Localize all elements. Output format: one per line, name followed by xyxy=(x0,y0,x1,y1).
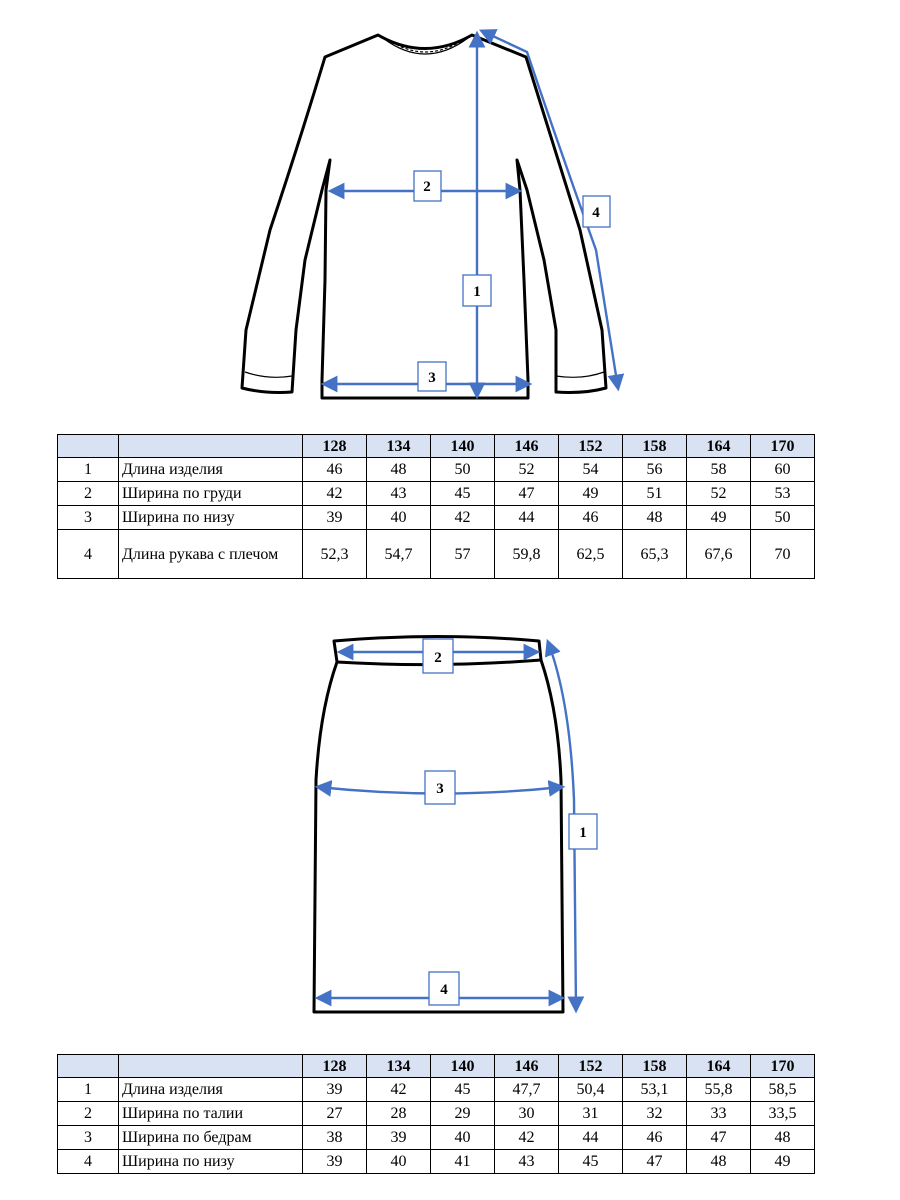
cell-value: 48 xyxy=(687,1150,751,1174)
row-name: Ширина по низу xyxy=(119,1150,303,1174)
cell-value: 53 xyxy=(751,482,815,506)
shirt-left-cuff xyxy=(245,372,292,377)
header-size: 134 xyxy=(367,1055,431,1078)
cell-value: 49 xyxy=(687,506,751,530)
skirt-diagram xyxy=(0,620,900,1040)
cell-value: 62,5 xyxy=(559,530,623,579)
cell-value: 30 xyxy=(495,1102,559,1126)
header-size: 134 xyxy=(367,435,431,458)
cell-value: 42 xyxy=(495,1126,559,1150)
cell-value: 32 xyxy=(623,1102,687,1126)
cell-value: 40 xyxy=(367,1150,431,1174)
cell-value: 51 xyxy=(623,482,687,506)
header-size: 128 xyxy=(303,435,367,458)
cell-value: 40 xyxy=(431,1126,495,1150)
cell-value: 41 xyxy=(431,1150,495,1174)
cell-value: 49 xyxy=(559,482,623,506)
header-size: 128 xyxy=(303,1055,367,1078)
cell-value: 42 xyxy=(303,482,367,506)
cell-value: 38 xyxy=(303,1126,367,1150)
svg-text:2: 2 xyxy=(434,650,442,666)
skirt-marker-2 xyxy=(423,639,453,673)
cell-value: 44 xyxy=(559,1126,623,1150)
cell-value: 52 xyxy=(687,482,751,506)
table-row xyxy=(58,1126,815,1150)
cell-value: 44 xyxy=(495,506,559,530)
shirt-marker-1 xyxy=(463,275,491,306)
header-size: 146 xyxy=(495,1055,559,1078)
cell-value: 54 xyxy=(559,458,623,482)
cell-value: 43 xyxy=(367,482,431,506)
cell-value: 53,1 xyxy=(623,1078,687,1102)
cell-value: 57 xyxy=(431,530,495,579)
shirt-right-cuff xyxy=(556,372,604,377)
row-name: Длина изделия xyxy=(119,458,303,482)
row-name: Ширина по бедрам xyxy=(119,1126,303,1150)
cell-value: 33,5 xyxy=(751,1102,815,1126)
shirt-size-table xyxy=(57,434,815,579)
cell-value: 52 xyxy=(495,458,559,482)
cell-value: 47,7 xyxy=(495,1078,559,1102)
cell-value: 65,3 xyxy=(623,530,687,579)
cell-value: 47 xyxy=(623,1150,687,1174)
header-size: 152 xyxy=(559,1055,623,1078)
header-size: 152 xyxy=(559,435,623,458)
cell-value: 31 xyxy=(559,1102,623,1126)
cell-value: 27 xyxy=(303,1102,367,1126)
cell-value: 47 xyxy=(687,1126,751,1150)
header-size: 164 xyxy=(687,435,751,458)
row-name: Длина рукава с плечом xyxy=(119,530,303,579)
svg-text:4: 4 xyxy=(440,982,448,998)
cell-value: 29 xyxy=(431,1102,495,1126)
cell-value: 50,4 xyxy=(559,1078,623,1102)
header-size: 170 xyxy=(751,435,815,458)
table-row xyxy=(58,506,815,530)
cell-value: 54,7 xyxy=(367,530,431,579)
cell-value: 48 xyxy=(751,1126,815,1150)
row-number: 4 xyxy=(58,1150,119,1174)
table-row xyxy=(58,1102,815,1126)
cell-value: 39 xyxy=(303,506,367,530)
cell-value: 46 xyxy=(303,458,367,482)
cell-value: 50 xyxy=(431,458,495,482)
shirt-diagram xyxy=(0,0,900,420)
table-header-row xyxy=(58,435,815,458)
header-num xyxy=(58,1055,119,1078)
row-number: 4 xyxy=(58,530,119,579)
cell-value: 40 xyxy=(367,506,431,530)
cell-value: 48 xyxy=(623,506,687,530)
shirt-marker-3 xyxy=(418,362,446,391)
cell-value: 52,3 xyxy=(303,530,367,579)
cell-value: 47 xyxy=(495,482,559,506)
cell-value: 39 xyxy=(303,1078,367,1102)
cell-value: 42 xyxy=(367,1078,431,1102)
header-name xyxy=(119,435,303,458)
cell-value: 60 xyxy=(751,458,815,482)
row-name: Длина изделия xyxy=(119,1078,303,1102)
shirt-outline xyxy=(242,35,606,398)
table-row xyxy=(58,530,815,579)
cell-value: 42 xyxy=(431,506,495,530)
row-number: 2 xyxy=(58,1102,119,1126)
cell-value: 33 xyxy=(687,1102,751,1126)
cell-value: 39 xyxy=(303,1150,367,1174)
header-size: 146 xyxy=(495,435,559,458)
row-number: 1 xyxy=(58,458,119,482)
cell-value: 39 xyxy=(367,1126,431,1150)
row-name: Ширина по груди xyxy=(119,482,303,506)
header-num xyxy=(58,435,119,458)
cell-value: 55,8 xyxy=(687,1078,751,1102)
shirt-marker-2 xyxy=(414,171,441,201)
cell-value: 48 xyxy=(367,458,431,482)
header-name xyxy=(119,1055,303,1078)
cell-value: 67,6 xyxy=(687,530,751,579)
table-row xyxy=(58,458,815,482)
cell-value: 49 xyxy=(751,1150,815,1174)
cell-value: 59,8 xyxy=(495,530,559,579)
cell-value: 46 xyxy=(559,506,623,530)
row-name: Ширина по низу xyxy=(119,506,303,530)
cell-value: 58 xyxy=(687,458,751,482)
row-number: 1 xyxy=(58,1078,119,1102)
svg-text:2: 2 xyxy=(423,179,431,195)
svg-text:3: 3 xyxy=(428,370,436,386)
svg-text:1: 1 xyxy=(473,284,481,300)
svg-text:3: 3 xyxy=(436,781,444,797)
cell-value: 45 xyxy=(431,482,495,506)
skirt-marker-1 xyxy=(569,814,597,849)
header-size: 158 xyxy=(623,1055,687,1078)
svg-text:1: 1 xyxy=(579,825,587,841)
cell-value: 45 xyxy=(431,1078,495,1102)
cell-value: 45 xyxy=(559,1150,623,1174)
shirt-marker-4 xyxy=(583,196,610,227)
header-size: 140 xyxy=(431,435,495,458)
table-row xyxy=(58,482,815,506)
cell-value: 28 xyxy=(367,1102,431,1126)
skirt-marker-4 xyxy=(429,972,459,1005)
row-number: 3 xyxy=(58,1126,119,1150)
skirt-size-table xyxy=(57,1054,815,1174)
table-header-row xyxy=(58,1055,815,1078)
svg-text:4: 4 xyxy=(592,205,600,221)
row-name: Ширина по талии xyxy=(119,1102,303,1126)
cell-value: 46 xyxy=(623,1126,687,1150)
header-size: 140 xyxy=(431,1055,495,1078)
table-row xyxy=(58,1150,815,1174)
cell-value: 58,5 xyxy=(751,1078,815,1102)
row-number: 2 xyxy=(58,482,119,506)
cell-value: 43 xyxy=(495,1150,559,1174)
header-size: 158 xyxy=(623,435,687,458)
cell-value: 56 xyxy=(623,458,687,482)
skirt-marker-3 xyxy=(425,771,455,804)
skirt-outline xyxy=(314,660,563,1012)
cell-value: 50 xyxy=(751,506,815,530)
header-size: 164 xyxy=(687,1055,751,1078)
header-size: 170 xyxy=(751,1055,815,1078)
row-number: 3 xyxy=(58,506,119,530)
table-row xyxy=(58,1078,815,1102)
cell-value: 70 xyxy=(751,530,815,579)
